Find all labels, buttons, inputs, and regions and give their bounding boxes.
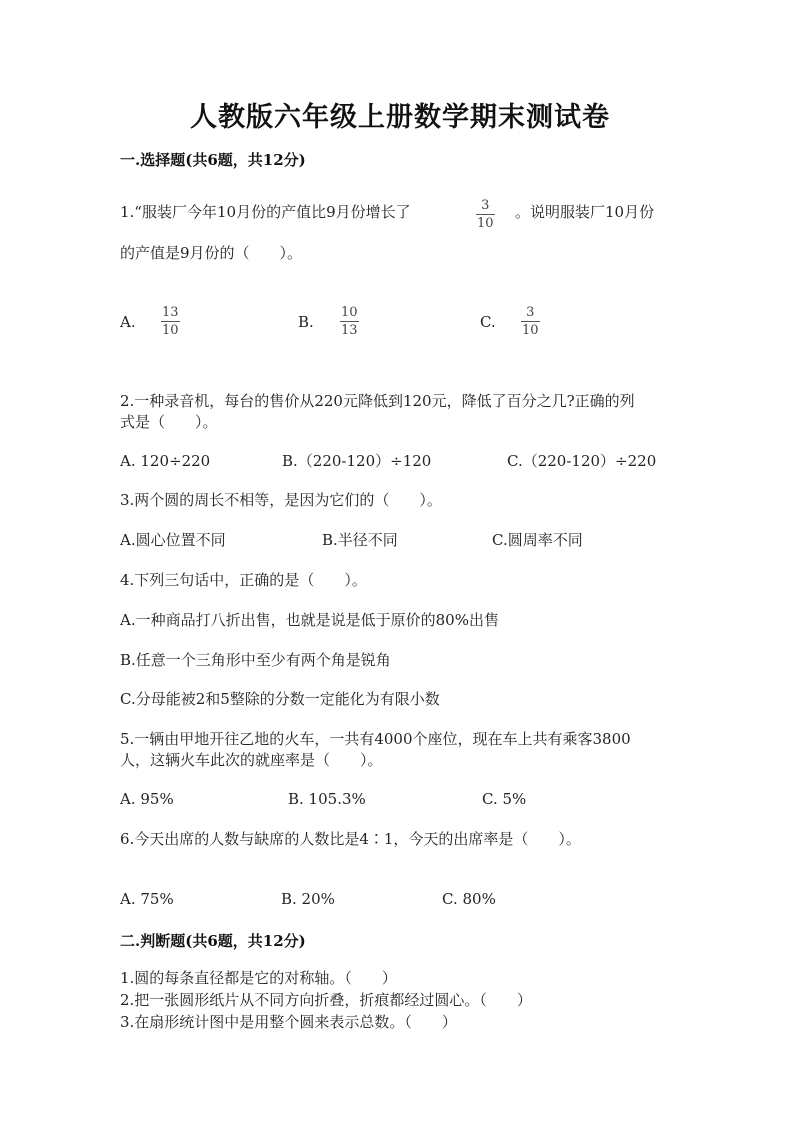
question-5-option-b: B. 105.3% (288, 790, 366, 808)
question-1-option-b-fraction (340, 305, 359, 338)
question-4-text: 4.下列三句话中，正确的是（ ）。 (120, 571, 367, 589)
question-1-option-a-label: A. (120, 313, 136, 331)
question-6-option-b: B. 20% (281, 890, 335, 908)
fraction-bar (476, 214, 495, 215)
fraction-denominator: 10 (477, 216, 494, 231)
question-2-option-a: A. 120÷220 (120, 452, 211, 470)
section-heading-choice: 一.选择题(共6题，共12分) (120, 151, 306, 169)
page-title: 人教版六年级上册数学期末测试卷 (190, 102, 610, 133)
question-5-line-1: 5.一辆由甲地开往乙地的火车，一共有4000个座位，现在车上共有乘客3800 (120, 730, 631, 748)
judgement-item-1: 1.圆的每条直径都是它的对称轴。（ ） (120, 969, 397, 987)
question-3-text: 3.两个圆的周长不相等，是因为它们的（ ）。 (120, 491, 442, 509)
fraction-denominator: 10 (162, 323, 179, 338)
fraction-bar (521, 321, 540, 322)
judgement-item-3: 3.在扇形统计图中是用整个圆来表示总数。（ ） (120, 1013, 457, 1031)
question-1-option-c-label: C. (480, 313, 496, 331)
question-5-option-a: A. 95% (120, 790, 174, 808)
question-6-option-c: C. 80% (442, 890, 496, 908)
question-2-option-b: B.（220-120）÷120 (282, 452, 432, 470)
fraction-denominator: 13 (341, 323, 358, 338)
fraction-bar (340, 321, 359, 322)
fraction-denominator: 10 (522, 323, 539, 338)
question-4-option-c: C.分母能被2和5整除的分数一定能化为有限小数 (120, 690, 440, 708)
judgement-item-2: 2.把一张圆形纸片从不同方向折叠，折痕都经过圆心。（ ） (120, 991, 532, 1009)
question-1-text-b: 。说明服装厂10月份 (515, 203, 655, 221)
question-6-option-a: A. 75% (120, 890, 174, 908)
fraction-numerator: 3 (526, 305, 535, 320)
question-4-option-a: A.一种商品打八折出售，也就是说是低于原价的80%出售 (120, 611, 499, 629)
question-4-option-b: B.任意一个三角形中至少有两个角是锐角 (120, 651, 391, 669)
fraction-numerator: 13 (162, 305, 179, 320)
question-3-option-c: C.圆周率不同 (492, 531, 583, 549)
question-1-option-c-fraction (521, 305, 540, 338)
question-5-option-c: C. 5% (482, 790, 527, 808)
question-1-text-a: 1.“服装厂今年10月份的产值比9月份增长了 (120, 203, 411, 221)
fraction-numerator: 3 (481, 198, 490, 213)
question-5-line-2: 人，这辆火车此次的就座率是（ ）。 (120, 751, 383, 769)
fraction-bar (161, 321, 180, 322)
question-3-option-a: A.圆心位置不同 (120, 531, 226, 549)
question-1-option-b-label: B. (298, 313, 314, 331)
question-1-text-c: 的产值是9月份的（ ）。 (120, 244, 303, 262)
question-2-line-2: 式是（ ）。 (120, 413, 218, 431)
section-heading-judgement: 二.判断题(共6题，共12分) (120, 932, 306, 950)
question-2-option-c: C.（220-120）÷220 (507, 452, 657, 470)
question-2-line-1: 2.一种录音机，每台的售价从220元降低到120元，降低了百分之几?正确的列 (120, 392, 635, 410)
fraction-numerator: 10 (341, 305, 358, 320)
question-1-fraction (476, 198, 495, 231)
question-3-option-b: B.半径不同 (322, 531, 398, 549)
question-6-text: 6.今天出席的人数与缺席的人数比是4∶1，今天的出席率是（ ）。 (120, 830, 581, 848)
question-1-option-a-fraction (161, 305, 180, 338)
